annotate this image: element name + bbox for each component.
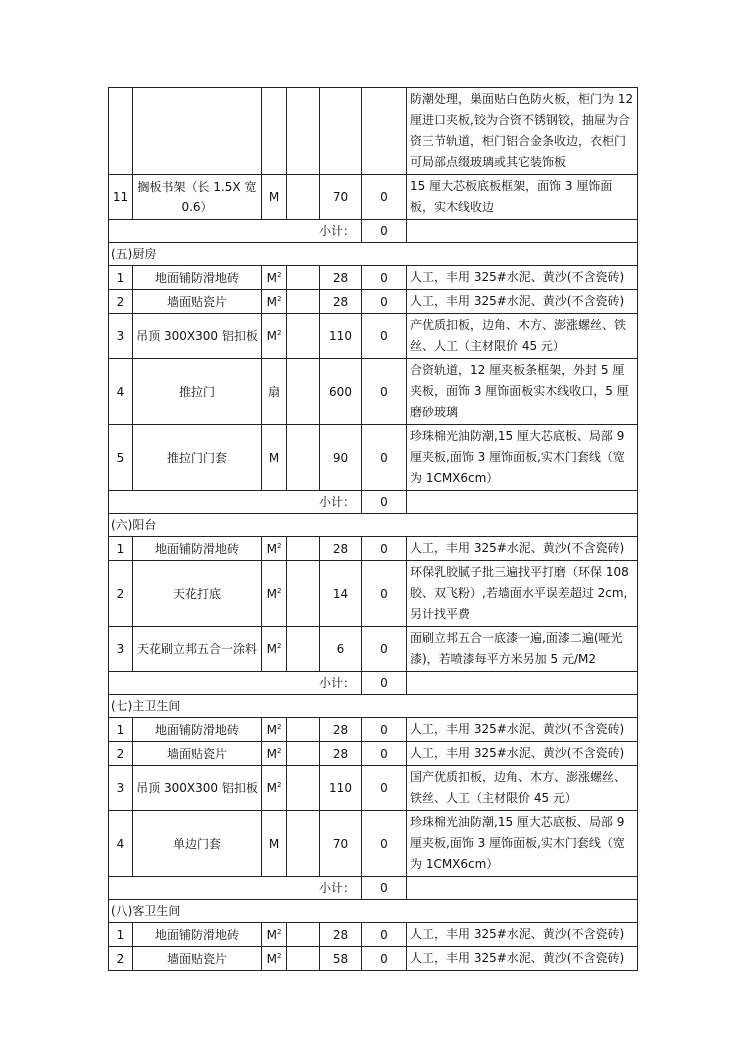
table-row bbox=[109, 88, 638, 175]
subtotal-value: 0 bbox=[362, 877, 407, 900]
item-name: 地面铺防滑地砖 bbox=[133, 537, 262, 561]
row-number: 2 bbox=[109, 947, 133, 971]
amount-cell: 0 bbox=[362, 266, 407, 290]
unit-cell: M bbox=[262, 175, 287, 220]
subtotal-label: 小计： bbox=[109, 491, 362, 514]
row-number: 3 bbox=[109, 314, 133, 359]
quantity-cell bbox=[287, 766, 320, 811]
item-name: 吊顶 300X300 铝扣板 bbox=[133, 314, 262, 359]
unit-price: 90 bbox=[320, 425, 362, 491]
subtotal-row bbox=[109, 877, 638, 900]
amount-cell: 0 bbox=[362, 314, 407, 359]
unit-superscript: 2 bbox=[276, 927, 282, 936]
row-number: 2 bbox=[109, 742, 133, 766]
section-header-row bbox=[109, 695, 638, 718]
unit-superscript: 2 bbox=[276, 329, 282, 337]
unit-superscript: 2 bbox=[276, 642, 282, 650]
description-cell: 人工，丰用 325#水泥、黄沙(不含瓷砖) bbox=[407, 718, 638, 742]
subtotal-row bbox=[109, 491, 638, 514]
description-cell: 合资轨道，12 厘夹板条框架，外封 5 厘夹板，面饰 3 厘饰面板实木线收口，5 厘磨砂玻璃 bbox=[407, 359, 638, 425]
table-row bbox=[109, 175, 638, 220]
description-cell: 珍珠棉光油防潮,15 厘大芯底板、局部 9 厘夹板,面饰 3 厘饰面板,实木门套线（宽为 1CMX6cm） bbox=[407, 811, 638, 877]
unit-superscript: 2 bbox=[276, 781, 282, 789]
unit-superscript: 2 bbox=[276, 746, 282, 755]
subtotal-label: 小计： bbox=[109, 220, 362, 243]
row-number: 2 bbox=[109, 290, 133, 314]
unit-price: 6 bbox=[320, 627, 362, 672]
table-row bbox=[109, 266, 638, 290]
section-title: (六)阳台 bbox=[109, 514, 638, 537]
table-row bbox=[109, 314, 638, 359]
amount-cell: 0 bbox=[362, 923, 407, 947]
table-row bbox=[109, 627, 638, 672]
item-name: 墙面贴瓷片 bbox=[133, 290, 262, 314]
description-cell: 人工，丰用 325#水泥、黄沙(不含瓷砖) bbox=[407, 947, 638, 971]
quantity-cell bbox=[287, 537, 320, 561]
unit-cell: $M^2$ bbox=[262, 314, 287, 359]
row-number: 11 bbox=[109, 175, 133, 220]
unit-cell: M bbox=[262, 425, 287, 491]
item-name: 吊顶 300X300 铝扣板 bbox=[133, 766, 262, 811]
unit-price: 70 bbox=[320, 811, 362, 877]
subtotal-row bbox=[109, 220, 638, 243]
section-title: (五)厨房 bbox=[109, 243, 638, 266]
quantity-cell bbox=[287, 718, 320, 742]
section-header-row bbox=[109, 514, 638, 537]
table-row bbox=[109, 742, 638, 766]
item-name: 天花刷立邦五合一涂料 bbox=[133, 627, 262, 672]
amount-cell: 0 bbox=[362, 627, 407, 672]
amount-cell: 0 bbox=[362, 175, 407, 220]
quantity-cell bbox=[287, 425, 320, 491]
unit-price: 110 bbox=[320, 766, 362, 811]
item-name: 推拉门 bbox=[133, 359, 262, 425]
unit-cell: $M^2$ bbox=[262, 290, 287, 314]
quantity-cell bbox=[287, 947, 320, 971]
amount-cell: 0 bbox=[362, 811, 407, 877]
amount-cell: 0 bbox=[362, 718, 407, 742]
no-cell bbox=[109, 88, 133, 175]
unit-price: 28 bbox=[320, 742, 362, 766]
table-body bbox=[109, 88, 638, 971]
desc-cell: 防潮处理，巣面贴白色防火板，柜门为 12 厘进口夹板,铰为合资不锈钢铰，抽屉为合资三节轨道，柜门铝合金条收边，衣柜门可局部点缀玻璃或其它装饰板 bbox=[407, 88, 638, 175]
unit-cell: $M^2$ bbox=[262, 947, 287, 971]
name-cell bbox=[133, 88, 262, 175]
description-cell: 人工，丰用 325#水泥、黄沙(不含瓷砖) bbox=[407, 742, 638, 766]
item-name: 地面铺防滑地砖 bbox=[133, 266, 262, 290]
item-name: 墙面贴瓷片 bbox=[133, 947, 262, 971]
row-number: 5 bbox=[109, 425, 133, 491]
unit-price: 28 bbox=[320, 290, 362, 314]
unit-cell: $M^2$ bbox=[262, 537, 287, 561]
quantity-cell bbox=[287, 742, 320, 766]
quotation-table bbox=[108, 87, 638, 971]
amount-cell: 0 bbox=[362, 561, 407, 627]
description-cell: 面刷立邦五合一底漆一遍,面漆二遍(哑光漆)，若喷漆每平方米另加 5 元/M2 bbox=[407, 627, 638, 672]
section-header-row bbox=[109, 243, 638, 266]
quantity-cell bbox=[287, 314, 320, 359]
quantity-cell bbox=[287, 561, 320, 627]
quantity-cell bbox=[287, 175, 320, 220]
item-name: 地面铺防滑地砖 bbox=[133, 718, 262, 742]
table-row bbox=[109, 425, 638, 491]
table-row bbox=[109, 359, 638, 425]
table-row bbox=[109, 766, 638, 811]
table-row bbox=[109, 718, 638, 742]
quantity-cell bbox=[287, 266, 320, 290]
description-cell: 国产优质扣板，边角、木方、澎涨螺丝、铁丝、人工（主材限价 45 元） bbox=[407, 766, 638, 811]
amount-cell: 0 bbox=[362, 425, 407, 491]
subtotal-empty bbox=[407, 877, 638, 900]
unit-superscript: 2 bbox=[276, 951, 282, 960]
quantity-cell bbox=[287, 359, 320, 425]
amount-cell: 0 bbox=[362, 766, 407, 811]
row-number: 4 bbox=[109, 359, 133, 425]
row-number: 2 bbox=[109, 561, 133, 627]
unit-cell: $M^2$ bbox=[262, 266, 287, 290]
subtotal-value: 0 bbox=[362, 672, 407, 695]
row-number: 1 bbox=[109, 266, 133, 290]
unit-cell: 扇 bbox=[262, 359, 287, 425]
amount-cell: 0 bbox=[362, 742, 407, 766]
subtotal-empty bbox=[407, 672, 638, 695]
description-cell: 人工，丰用 325#水泥、黄沙(不含瓷砖) bbox=[407, 537, 638, 561]
unit-price: 70 bbox=[320, 175, 362, 220]
table-row bbox=[109, 947, 638, 971]
row-number: 3 bbox=[109, 766, 133, 811]
section-title: (八)客卫生间 bbox=[109, 900, 638, 923]
unit-price: 58 bbox=[320, 947, 362, 971]
description-cell: 人工，丰用 325#水泥、黄沙(不含瓷砖) bbox=[407, 290, 638, 314]
qty-cell bbox=[287, 88, 320, 175]
subtotal-label: 小计： bbox=[109, 877, 362, 900]
table-row bbox=[109, 811, 638, 877]
unit-price: 28 bbox=[320, 718, 362, 742]
description-cell: 产优质扣板，边角、木方、澎涨螺丝、铁丝、人工（主材限价 45 元） bbox=[407, 314, 638, 359]
unit-price: 28 bbox=[320, 266, 362, 290]
unit-superscript: 2 bbox=[276, 294, 282, 303]
section-title: (七)主卫生间 bbox=[109, 695, 638, 718]
amount-cell: 0 bbox=[362, 947, 407, 971]
unit-price: 14 bbox=[320, 561, 362, 627]
amount-cell: 0 bbox=[362, 290, 407, 314]
row-number: 3 bbox=[109, 627, 133, 672]
table-row bbox=[109, 561, 638, 627]
description-cell: 人工，丰用 325#水泥、黄沙(不含瓷砖) bbox=[407, 266, 638, 290]
item-name: 地面铺防滑地砖 bbox=[133, 923, 262, 947]
unit-superscript: 2 bbox=[276, 541, 282, 550]
quantity-cell bbox=[287, 811, 320, 877]
unit-cell: $M^2$ bbox=[262, 766, 287, 811]
unit-price: 28 bbox=[320, 923, 362, 947]
unit-price: 600 bbox=[320, 359, 362, 425]
unit-price: 28 bbox=[320, 537, 362, 561]
table-row bbox=[109, 290, 638, 314]
quantity-cell bbox=[287, 290, 320, 314]
amount-cell: 0 bbox=[362, 537, 407, 561]
unit-cell: $M^2$ bbox=[262, 718, 287, 742]
amount-cell bbox=[362, 88, 407, 175]
description-cell: 人工，丰用 325#水泥、黄沙(不含瓷砖) bbox=[407, 923, 638, 947]
unit-superscript: 2 bbox=[276, 270, 282, 279]
subtotal-value: 0 bbox=[362, 220, 407, 243]
unit-cell: M bbox=[262, 811, 287, 877]
unit-cell bbox=[262, 88, 287, 175]
description-cell: 环保乳胶腻子批三遍找平打磨（环保 108 胶、双飞粉）,若墙面水平误差超过 2cm,另计找平费 bbox=[407, 561, 638, 627]
unit-cell: $M^2$ bbox=[262, 561, 287, 627]
item-name: 推拉门门套 bbox=[133, 425, 262, 491]
item-name: 搁板书架（长 1.5X 宽 0.6） bbox=[133, 175, 262, 220]
unit-cell: $M^2$ bbox=[262, 923, 287, 947]
amount-cell: 0 bbox=[362, 359, 407, 425]
price-cell bbox=[320, 88, 362, 175]
unit-cell: $M^2$ bbox=[262, 627, 287, 672]
unit-cell: $M^2$ bbox=[262, 742, 287, 766]
description-cell: 珍珠棉光油防潮,15 厘大芯底板、局部 9 厘夹板,面饰 3 厘饰面板,实木门套线（宽为 1CMX6cm） bbox=[407, 425, 638, 491]
unit-price: 110 bbox=[320, 314, 362, 359]
subtotal-value: 0 bbox=[362, 491, 407, 514]
quantity-cell bbox=[287, 923, 320, 947]
row-number: 4 bbox=[109, 811, 133, 877]
subtotal-empty bbox=[407, 220, 638, 243]
table-row bbox=[109, 923, 638, 947]
item-name: 单边门套 bbox=[133, 811, 262, 877]
description-cell: 15 厘大芯板底板框架，面饰 3 厘饰面板，实木线收边 bbox=[407, 175, 638, 220]
subtotal-row bbox=[109, 672, 638, 695]
item-name: 天花打底 bbox=[133, 561, 262, 627]
row-number: 1 bbox=[109, 718, 133, 742]
row-number: 1 bbox=[109, 923, 133, 947]
subtotal-empty bbox=[407, 491, 638, 514]
subtotal-label: 小计： bbox=[109, 672, 362, 695]
section-header-row bbox=[109, 900, 638, 923]
unit-superscript: 2 bbox=[276, 586, 282, 595]
quantity-cell bbox=[287, 627, 320, 672]
unit-superscript: 2 bbox=[276, 722, 282, 731]
row-number: 1 bbox=[109, 537, 133, 561]
item-name: 墙面贴瓷片 bbox=[133, 742, 262, 766]
table-row bbox=[109, 537, 638, 561]
